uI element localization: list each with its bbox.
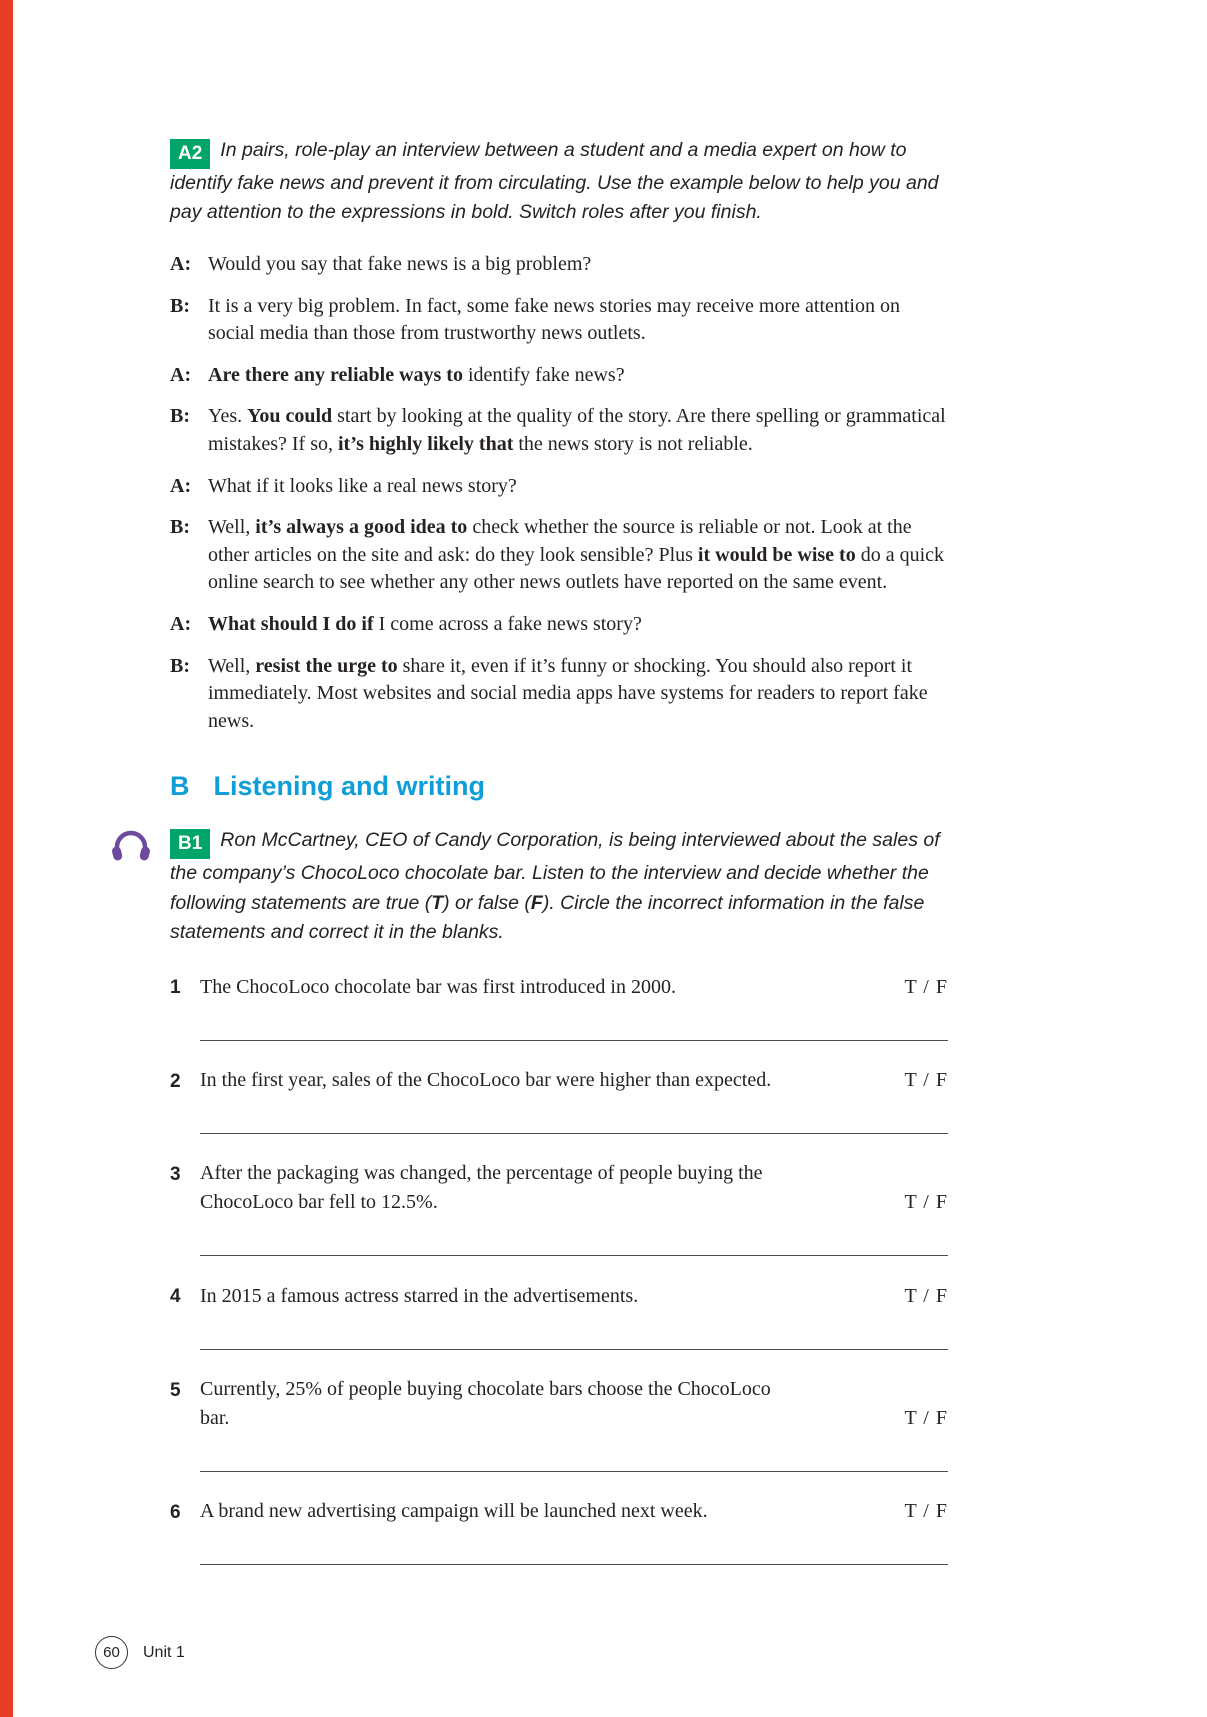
statement-text: The ChocoLoco chocolate bar was first introduced in 2000. — [200, 975, 676, 998]
statement-row — [170, 1159, 948, 1217]
dialogue — [170, 251, 948, 735]
speaker-label: B: — [170, 405, 190, 428]
dialogue-text: Well, resist the urge to share it, even if it’s funny or shocking. You should also report it immediately. Most websites and social media apps have systems for readers to report fake news. — [208, 654, 928, 732]
dialogue-text: Well, it’s always a good idea to check whether the source is reliable or not. Look at the other articles on the site and ask: do they look sensible? Plus it would be wise to do a quick online search to see whether any other news outlets have reported on the same event. — [208, 516, 945, 594]
statement-text: In 2015 a famous actress starred in the advertisements. — [200, 1284, 639, 1307]
answer-blank — [200, 1471, 948, 1472]
b1-instructions — [170, 826, 948, 947]
dialogue-line — [170, 362, 948, 390]
dialogue-text: Would you say that fake news is a big problem? — [208, 253, 592, 275]
dialogue-line — [170, 611, 948, 639]
a2-instructions-text: In pairs, role-play an interview between a student and a media expert on how to identify fake news and prevent it from circulating. Use the example below to help you and pay attention to the expressions in bold. Switch roles after you finish. — [170, 138, 939, 223]
page-footer — [95, 1636, 185, 1669]
true-false-options: T / F — [904, 1406, 948, 1429]
statement-text: In the first year, sales of the ChocoLoco bar were higher than expected. — [200, 1069, 772, 1092]
page-content — [170, 116, 948, 1565]
dialogue-text: What if it looks like a real news story? — [208, 474, 517, 497]
speaker-label: B: — [170, 516, 190, 539]
statement-item — [170, 1066, 948, 1135]
dialogue-line — [170, 293, 948, 348]
statement-text: A brand new advertising campaign will be launched next week. — [200, 1500, 708, 1523]
statement-item — [170, 1159, 948, 1256]
true-false-options: T / F — [904, 1500, 948, 1523]
b1-instructions-text: Ron McCartney, CEO of Candy Corporation, is being interviewed about the sales of the company’s ChocoLoco chocolate bar. Listen to the interview and decide whether the following statements are true (T) or false (F). Circle the incorrect information in the false statements and correct it in the blanks. — [170, 829, 940, 943]
unit-label: Unit 1 — [143, 1643, 185, 1661]
statement-row — [170, 1497, 948, 1527]
dialogue-line — [170, 514, 948, 597]
statement-item — [170, 1375, 948, 1472]
a2-badge: A2 — [170, 139, 210, 169]
statement-text: After the packaging was changed, the percentage of people buying the ChocoLoco bar fell to 12.5%. — [200, 1162, 763, 1214]
section-b-title: Listening and writing — [213, 771, 485, 802]
dialogue-text: It is a very big problem. In fact, some fake news stories may receive more attention on social media than those from trustworthy news outlets. — [208, 294, 900, 345]
headphones-icon — [110, 828, 152, 864]
speaker-label: A: — [170, 363, 192, 386]
dialogue-text: Yes. You could start by looking at the quality of the story. Are there spelling or grammatical mistakes? If so, it’s highly likely that the news story is not reliable. — [208, 405, 946, 455]
statements — [170, 972, 948, 1565]
true-false-options: T / F — [904, 1191, 948, 1214]
answer-blank — [200, 1040, 948, 1041]
speaker-label: A: — [170, 253, 192, 275]
statement-row — [170, 972, 948, 1002]
page-number-badge: 60 — [95, 1636, 128, 1669]
section-b-letter: B — [170, 771, 190, 802]
a2-instructions — [170, 136, 948, 228]
dialogue-line — [170, 403, 948, 458]
statement-row — [170, 1066, 948, 1096]
statement-row — [170, 1281, 948, 1311]
answer-blank — [200, 1255, 948, 1256]
statement-number: 2 — [170, 1070, 181, 1092]
true-false-options: T / F — [904, 975, 948, 998]
b1-block — [170, 826, 948, 947]
statement-number: 1 — [170, 977, 181, 999]
dialogue-line — [170, 251, 948, 279]
true-false-options: T / F — [904, 1284, 948, 1307]
speaker-label: A: — [170, 612, 192, 635]
statement-number: 3 — [170, 1164, 181, 1186]
dialogue-text: Are there any reliable ways to identify fake news? — [208, 363, 625, 386]
dialogue-line — [170, 653, 948, 736]
page-edge-strip — [0, 0, 13, 1717]
statement-number: 4 — [170, 1286, 181, 1308]
statement-text: Currently, 25% of people buying chocolate bars choose the ChocoLoco bar. — [200, 1377, 771, 1429]
section-b-heading — [170, 771, 948, 802]
dialogue-line — [170, 473, 948, 501]
speaker-label: B: — [170, 654, 190, 677]
b1-badge: B1 — [170, 829, 210, 859]
true-false-options: T / F — [904, 1069, 948, 1092]
statement-item — [170, 1281, 948, 1350]
statement-item — [170, 972, 948, 1041]
statement-item — [170, 1497, 948, 1566]
dialogue-text: What should I do if I come across a fake news story? — [208, 612, 642, 635]
statement-number: 5 — [170, 1379, 181, 1401]
statement-number: 6 — [170, 1501, 181, 1523]
speaker-label: A: — [170, 474, 192, 497]
speaker-label: B: — [170, 294, 190, 317]
answer-blank — [200, 1349, 948, 1350]
answer-blank — [200, 1133, 948, 1134]
statement-row — [170, 1375, 948, 1433]
answer-blank — [200, 1564, 948, 1565]
